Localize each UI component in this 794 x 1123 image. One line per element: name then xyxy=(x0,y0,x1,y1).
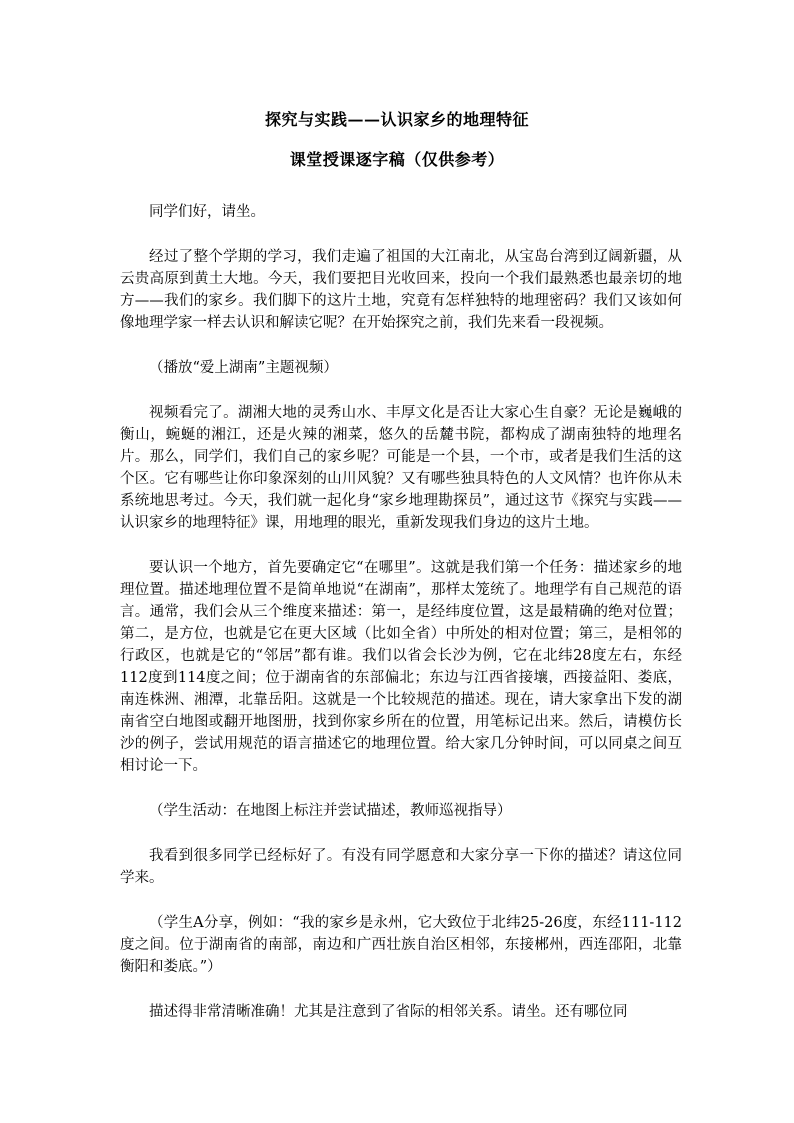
paragraph-location-task: 要认识一个地方，首先要确定它“在哪里”。这就是我们第一个任务：描述家乡的地理位置。描述地理位置不是简单地说“在湖南”，那样太笼统了。地理学有自己规范的语言。通常，我们会从三个维度来描述：第一，是经纬度位置，这是最精确的绝对位置；第二，是方位，也就是它在更大区域（比如全省）中所处的相对位置；第三，是相邻的行政区，也就是它的“邻居”都有谁。我们以省会长沙为例，它在北纬28度左右，东经112度到114度之间；位于湖南省的东部偏北；东边与江西省接壤，西接益阳、娄底，南连株洲、湘潭，北靠岳阳。这就是一个比较规范的描述。现在，请大家拿出下发的湖南省空白地图或翻开地图册，找到你家乡所在的位置，用笔标记出来。然后，请模仿长沙的例子，尝试用规范的语言描述它的地理位置。给大家几分钟时间，可以同桌之间互相讨论一下。 xyxy=(120,560,682,774)
paragraph-invite-sharing: 我看到很多同学已经标好了。有没有同学愿意和大家分享一下你的描述？请这位同学来。 xyxy=(120,848,682,886)
document-body xyxy=(120,201,682,1046)
paragraph-video-note: （播放“爱上湖南”主题视频） xyxy=(149,360,338,376)
document-title: 探究与实践——认识家乡的地理特征 xyxy=(264,110,529,129)
paragraph-student-a-share: （学生A分享，例如：“我的家乡是永州，它大致位于北纬25-26度，东经111-112度之间。位于湖南省的南部，南边和广西壮族自治区相邻，东接郴州，西连邵阳，北靠衡阳和娄底。”） xyxy=(120,915,682,975)
document-subtitle: 课堂授课逐字稿（仅供参考） xyxy=(289,150,505,169)
paragraph-student-activity: （学生活动：在地图上标注并尝试描述，教师巡视指导） xyxy=(149,803,512,819)
paragraph-teacher-feedback: 描述得非常清晰准确！尤其是注意到了省际的相邻关系。请坐。还有哪位同 xyxy=(149,1004,628,1020)
paragraph-introduction: 经过了整个学期的学习，我们走遍了祖国的大江南北，从宝岛台湾到辽阔新疆，从云贵高原到黄土大地。今天，我们要把目光收回来，投向一个我们最熟悉也最亲切的地方——我们的家乡。我们脚下的这片土地，究竟有怎样独特的地理密码？我们又该如何像地理学家一样去认识和解读它呢？在开始探究之前，我们先来看一段视频。 xyxy=(120,249,682,331)
paragraph-greeting: 同学们好，请坐。 xyxy=(149,204,265,220)
paragraph-video-discussion: 视频看完了。湖湘大地的灵秀山水、丰厚文化是否让大家心生自豪？无论是巍峨的衡山，蜿蜒的湘江，还是火辣的湘菜，悠久的岳麓书院，都构成了湖南独特的地理名片。那么，同学们，我们自己的家乡呢？可能是一个县，一个市，或者是我们生活的这个区。它有哪些让你印象深刻的山川风貌？又有哪些独具特色的人文风情？也许你从未系统地思考过。今天，我们就一起化身“家乡地理勘探员”，通过这节《探究与实践——认识家乡的地理特征》课，用地理的眼光，重新发现我们身边的这片土地。 xyxy=(120,405,682,531)
